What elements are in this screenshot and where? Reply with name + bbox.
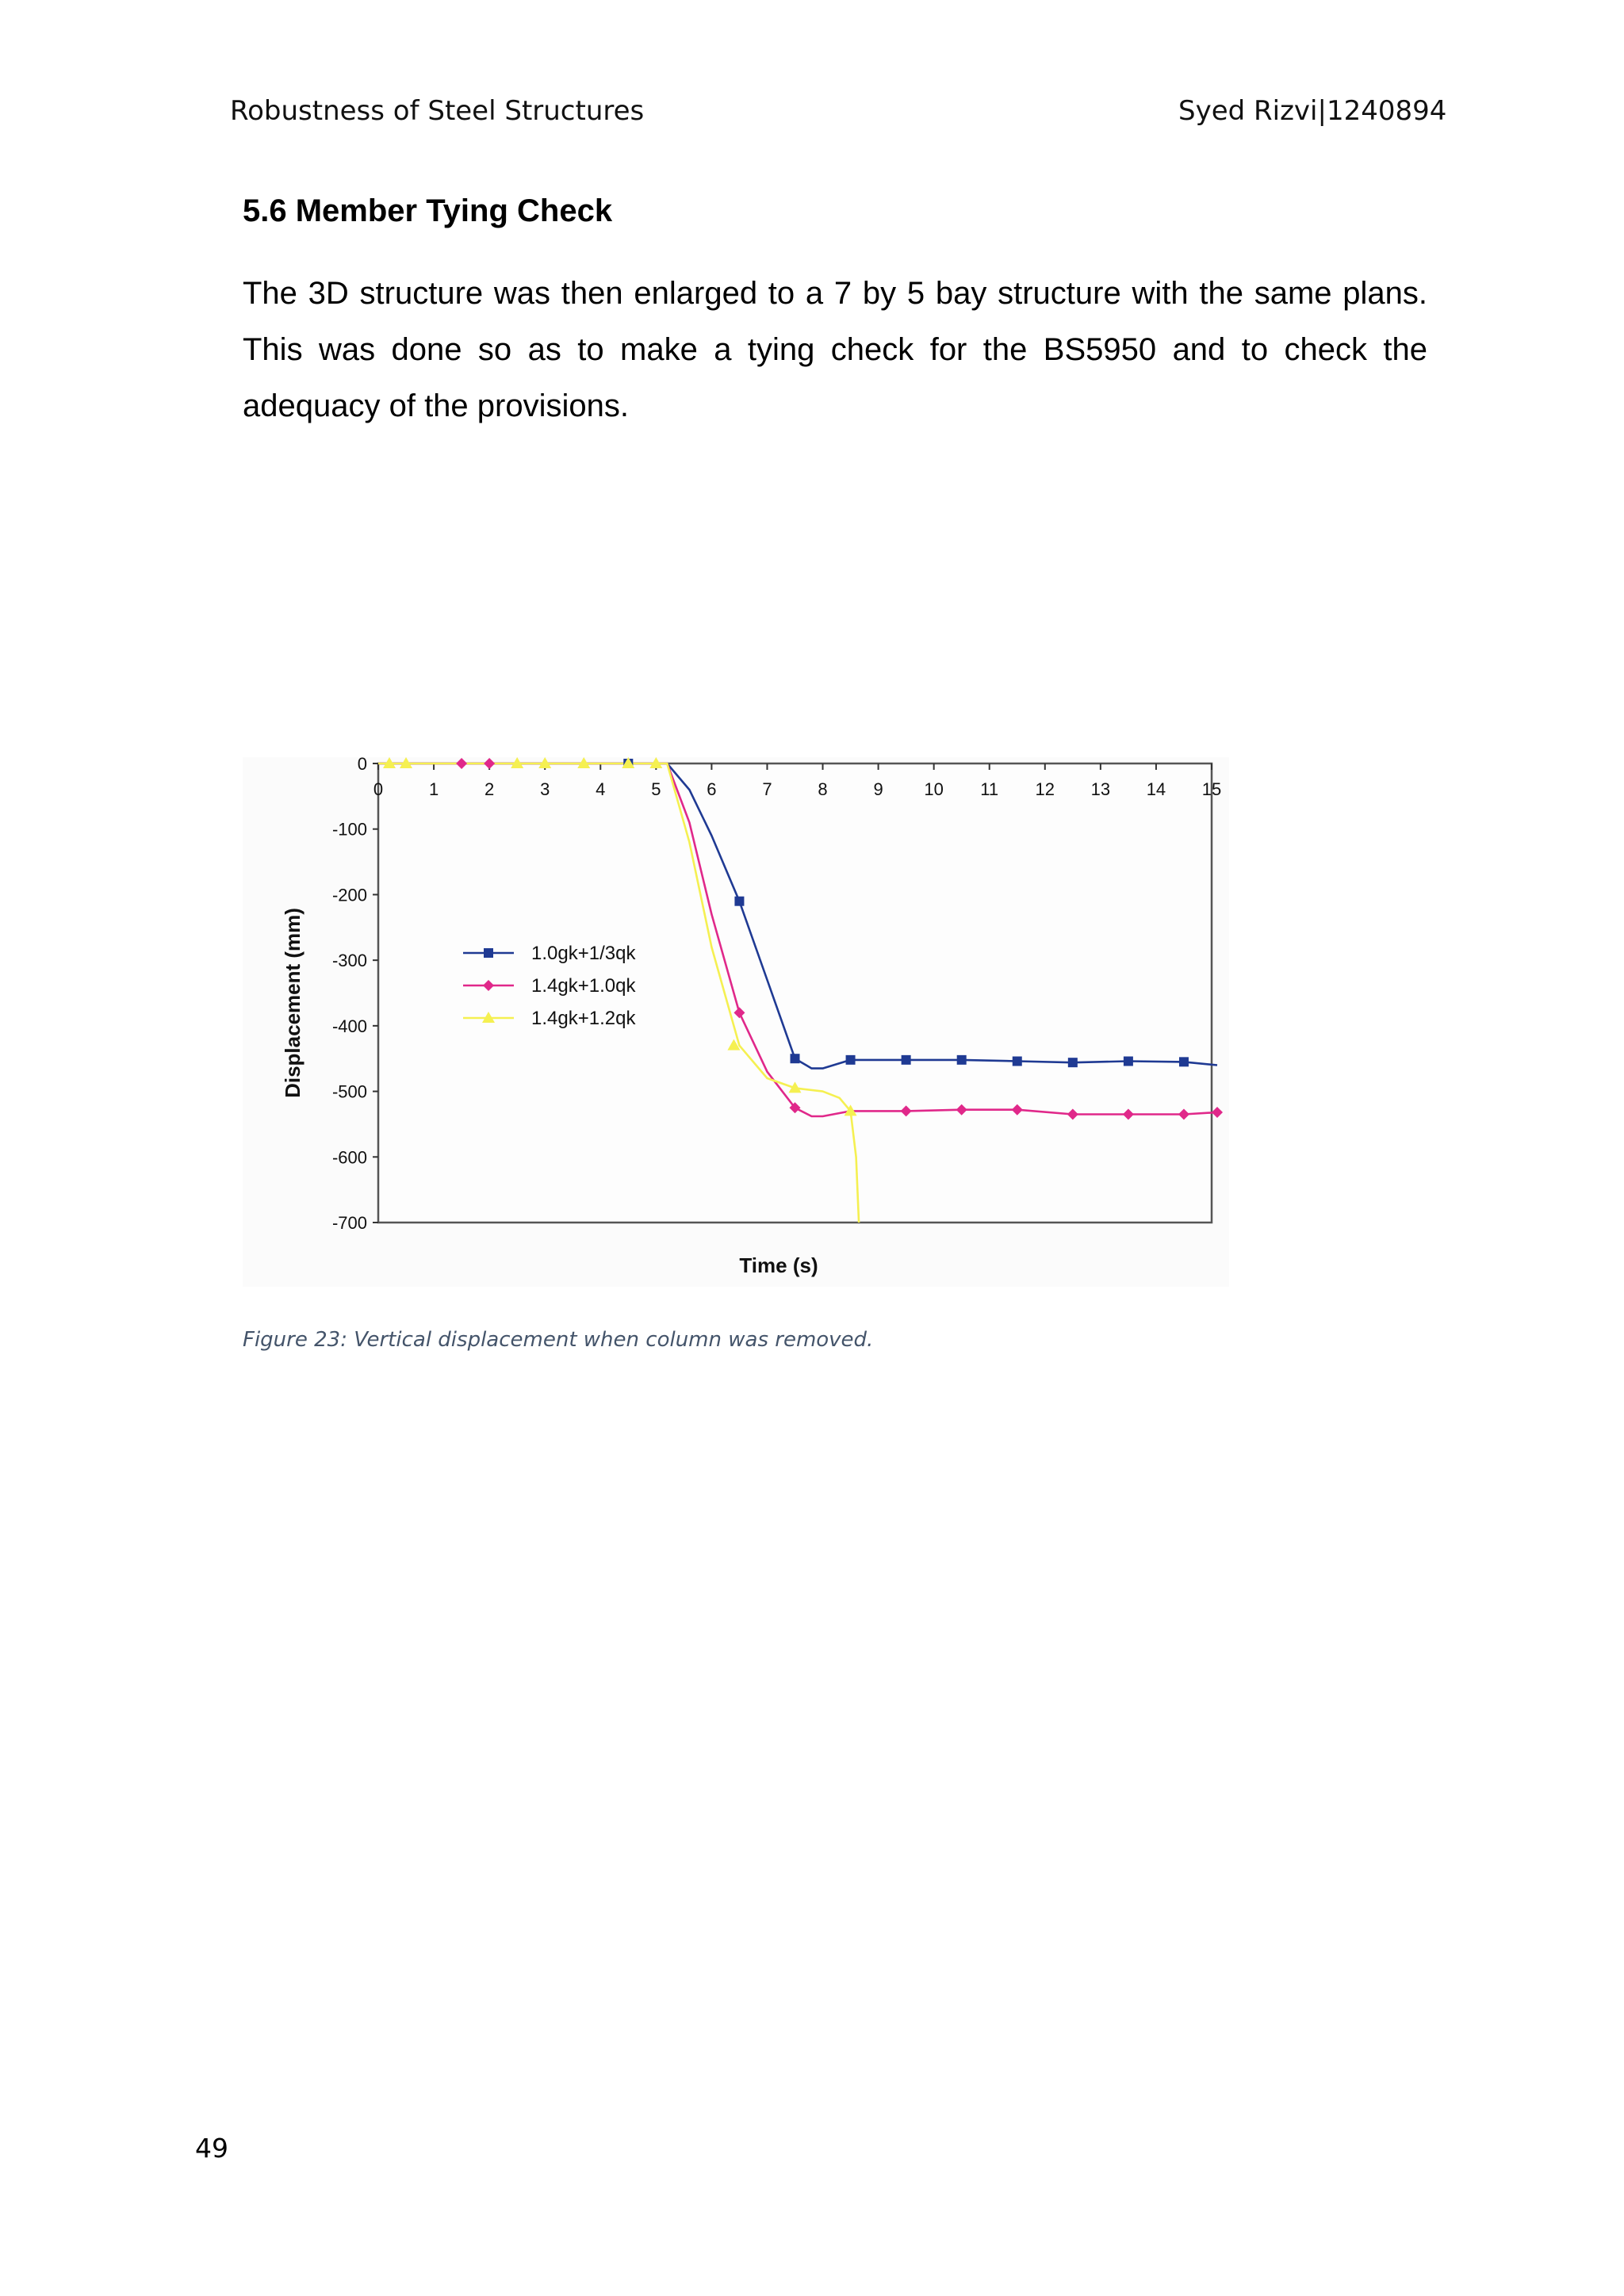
running-header-title: Robustness of Steel Structures <box>230 95 645 127</box>
displacement-chart <box>243 757 1229 1287</box>
x-tick-label: 10 <box>924 779 944 799</box>
series-1-point <box>1124 1057 1133 1066</box>
y-tick-label: -100 <box>331 819 367 840</box>
section-body: The 3D structure was then enlarged to a 7 by 5 bay structure with the same plans. This was done so as to make a tying check for the BS5950 and to check the adequacy of the provisions. <box>243 276 1427 423</box>
legend-label: 1.0gk+1/3qk <box>531 943 636 964</box>
y-tick-label: -600 <box>331 1147 367 1168</box>
series-1-point <box>957 1055 967 1065</box>
legend-label: 1.4gk+1.0qk <box>531 975 636 997</box>
y-tick-label: -200 <box>331 885 367 905</box>
section-title: 5.6 Member Tying Check <box>243 193 613 228</box>
series-1-point <box>734 897 744 906</box>
y-tick-label: -300 <box>331 951 367 971</box>
x-tick-label: 15 <box>1201 779 1222 799</box>
x-tick-label: 6 <box>707 779 717 799</box>
x-tick-label: 9 <box>873 779 883 799</box>
page-number: 49 <box>195 2133 228 2164</box>
running-header-author: Syed Rizvi|1240894 <box>1178 95 1447 127</box>
x-tick-label: 2 <box>485 779 495 799</box>
y-tick-label: 0 <box>357 757 367 774</box>
x-tick-label: 12 <box>1035 779 1055 799</box>
series-1-point <box>1068 1058 1078 1067</box>
series-1-point <box>1179 1057 1189 1066</box>
x-tick-label: 7 <box>762 779 772 799</box>
series-2-point <box>1212 1107 1223 1118</box>
x-tick-label: 0 <box>373 779 384 799</box>
x-tick-label: 1 <box>428 779 439 799</box>
chart-svg <box>243 757 1229 1287</box>
series-1-point <box>902 1055 911 1065</box>
y-axis-label: Displacement (mm) <box>281 908 304 1098</box>
plot-area <box>378 763 1212 1223</box>
x-tick-label: 3 <box>540 779 550 799</box>
x-axis-label: Time (s) <box>739 1253 818 1277</box>
y-tick-label: -400 <box>331 1016 367 1036</box>
series-1-point <box>846 1055 856 1065</box>
series-1-point <box>791 1054 800 1063</box>
x-tick-label: 5 <box>651 779 661 799</box>
legend-marker <box>484 948 493 958</box>
x-tick-label: 8 <box>818 779 828 799</box>
x-tick-label: 14 <box>1146 779 1166 799</box>
series-1-point <box>1013 1057 1022 1066</box>
y-tick-label: -700 <box>331 1213 367 1233</box>
figure-caption: Figure 23: Vertical displacement when column was removed. <box>243 1328 874 1352</box>
x-tick-label: 13 <box>1090 779 1111 799</box>
legend-label: 1.4gk+1.2qk <box>531 1008 636 1029</box>
x-tick-label: 11 <box>980 779 999 799</box>
x-tick-label: 4 <box>596 779 606 799</box>
y-tick-label: -500 <box>331 1081 367 1102</box>
